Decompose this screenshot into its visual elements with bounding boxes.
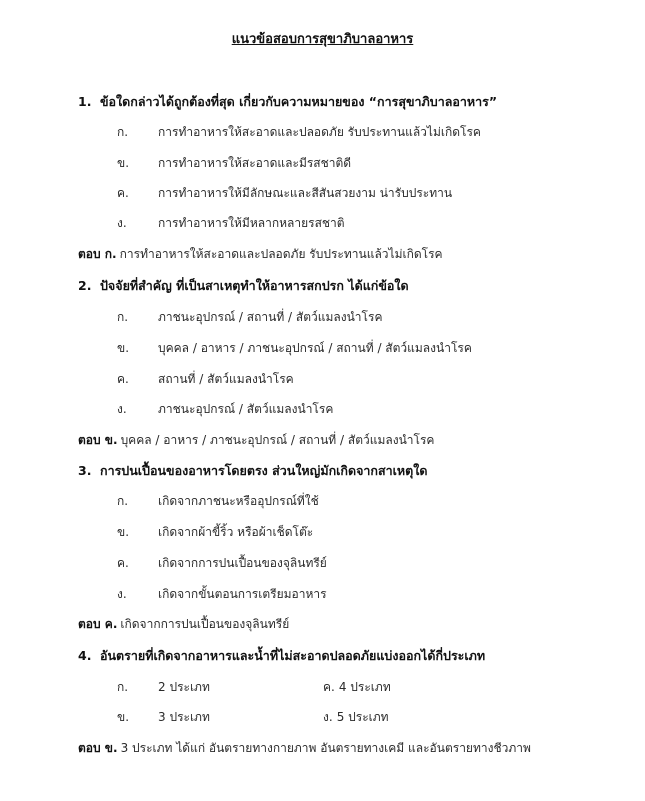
question-3-option-c	[117, 554, 327, 573]
option-text: การทำอาหารให้มีลักษณะและสีสันสวยงาม น่ารับประทาน	[158, 186, 453, 200]
question-number: 1.	[78, 94, 92, 109]
option-text: 3 ประเภท	[158, 710, 210, 724]
question-4-option-d	[323, 708, 389, 727]
option-label: ง.	[117, 587, 127, 601]
question-text: ปัจจัยที่สำคัญ ที่เป็นสาเหตุทำให้อาหารสกปรก ได้แก่ข้อใด	[100, 278, 409, 293]
question-2	[78, 276, 409, 296]
question-number: 3.	[78, 463, 92, 478]
option-text: 4 ประเภท	[338, 680, 391, 694]
option-label: ค.	[117, 372, 129, 386]
option-label: ง.	[117, 402, 127, 416]
option-text: การทำอาหารให้สะอาดและปลอดภัย รับประทานแล้วไม่เกิดโรค	[158, 125, 481, 139]
question-number: 4.	[78, 648, 92, 663]
question-text: การปนเปื้อนของอาหารโดยตรง ส่วนใหญ่มักเกิดจากสาเหตุใด	[100, 463, 428, 478]
option-text: เกิดจากภาชนะหรืออุปกรณ์ที่ใช้	[158, 494, 319, 508]
question-4	[78, 646, 485, 666]
option-label: ค.	[117, 186, 129, 200]
option-text: 5 ประเภท	[336, 710, 389, 724]
option-label: ข.	[117, 525, 130, 539]
option-label: ข.	[117, 341, 130, 355]
option-label: ก.	[117, 494, 129, 508]
question-2-answer	[78, 431, 434, 450]
option-text: เกิดจากผ้าขี้ริ้ว หรือผ้าเช็ดโต๊ะ	[158, 525, 314, 539]
question-3-option-d	[117, 585, 327, 604]
answer-text: การทำอาหารให้สะอาดและปลอดภัย รับประทานแล้วไม่เกิดโรค	[119, 247, 443, 261]
answer-label: ตอบ ค.	[78, 617, 118, 631]
question-4-option-c	[323, 678, 391, 697]
option-label: ค.	[323, 680, 335, 694]
question-3-answer	[78, 615, 289, 634]
question-1-answer	[78, 245, 443, 264]
answer-label: ตอบ ข.	[78, 741, 118, 755]
question-text: ข้อใดกล่าวได้ถูกต้องที่สุด เกี่ยวกับความหมายของ “การสุขาภิบาลอาหาร”	[100, 94, 498, 109]
answer-text: บุคคล / อาหาร / ภาชนะอุปกรณ์ / สถานที่ / สัตว์แมลงนำโรค	[120, 433, 435, 447]
question-4-answer	[78, 739, 531, 758]
option-text: 2 ประเภท	[158, 680, 210, 694]
question-4-option-a	[117, 678, 210, 697]
option-text: เกิดจากการปนเปื้อนของจุลินทรีย์	[158, 556, 327, 570]
page-title: แนวข้อสอบการสุขาภิบาลอาหาร	[231, 32, 414, 47]
option-label: ข.	[117, 156, 130, 170]
option-text: การทำอาหารให้มีหลากหลายรสชาติ	[158, 216, 345, 230]
option-text: ภาชนะอุปกรณ์ / สัตว์แมลงนำโรค	[158, 402, 334, 416]
option-label: ก.	[117, 680, 129, 694]
option-text: ภาชนะอุปกรณ์ / สถานที่ / สัตว์แมลงนำโรค	[158, 310, 383, 324]
question-2-option-d	[117, 400, 333, 419]
question-2-option-b	[117, 339, 472, 358]
question-1-option-c	[117, 184, 452, 203]
option-label: ง.	[323, 710, 333, 724]
option-text: สถานที่ / สัตว์แมลงนำโรค	[158, 372, 294, 386]
answer-label: ตอบ ข.	[78, 433, 118, 447]
option-label: ก.	[117, 310, 129, 324]
question-3-option-a	[117, 492, 319, 511]
option-text: บุคคล / อาหาร / ภาชนะอุปกรณ์ / สถานที่ / สัตว์แมลงนำโรค	[158, 341, 472, 355]
option-label: ข.	[117, 710, 130, 724]
question-1	[78, 92, 497, 112]
question-number: 2.	[78, 278, 92, 293]
question-1-option-a	[117, 123, 481, 142]
option-label: ค.	[117, 556, 129, 570]
option-label: ก.	[117, 125, 129, 139]
option-text: การทำอาหารให้สะอาดและมีรสชาติดี	[158, 156, 352, 170]
question-3	[78, 461, 428, 481]
answer-text: 3 ประเภท ได้แก่ อันตรายทางกายภาพ อันตรายทางเคมี และอันตรายทางชีวภาพ	[120, 741, 531, 755]
question-text: อันตรายที่เกิดจากอาหารและน้ำที่ไม่สะอาดปลอดภัยแบ่งออกได้กี่ประเภท	[100, 648, 486, 663]
option-label: ง.	[117, 216, 127, 230]
question-2-option-c	[117, 370, 294, 389]
question-2-option-a	[117, 308, 382, 327]
question-1-option-d	[117, 214, 345, 233]
answer-text: เกิดจากการปนเปื้อนของจุลินทรีย์	[120, 617, 290, 631]
question-1-option-b	[117, 154, 351, 173]
question-4-option-b	[117, 708, 210, 727]
answer-label: ตอบ ก.	[78, 247, 117, 261]
question-3-option-b	[117, 523, 313, 542]
option-text: เกิดจากขั้นตอนการเตรียมอาหาร	[158, 587, 327, 601]
